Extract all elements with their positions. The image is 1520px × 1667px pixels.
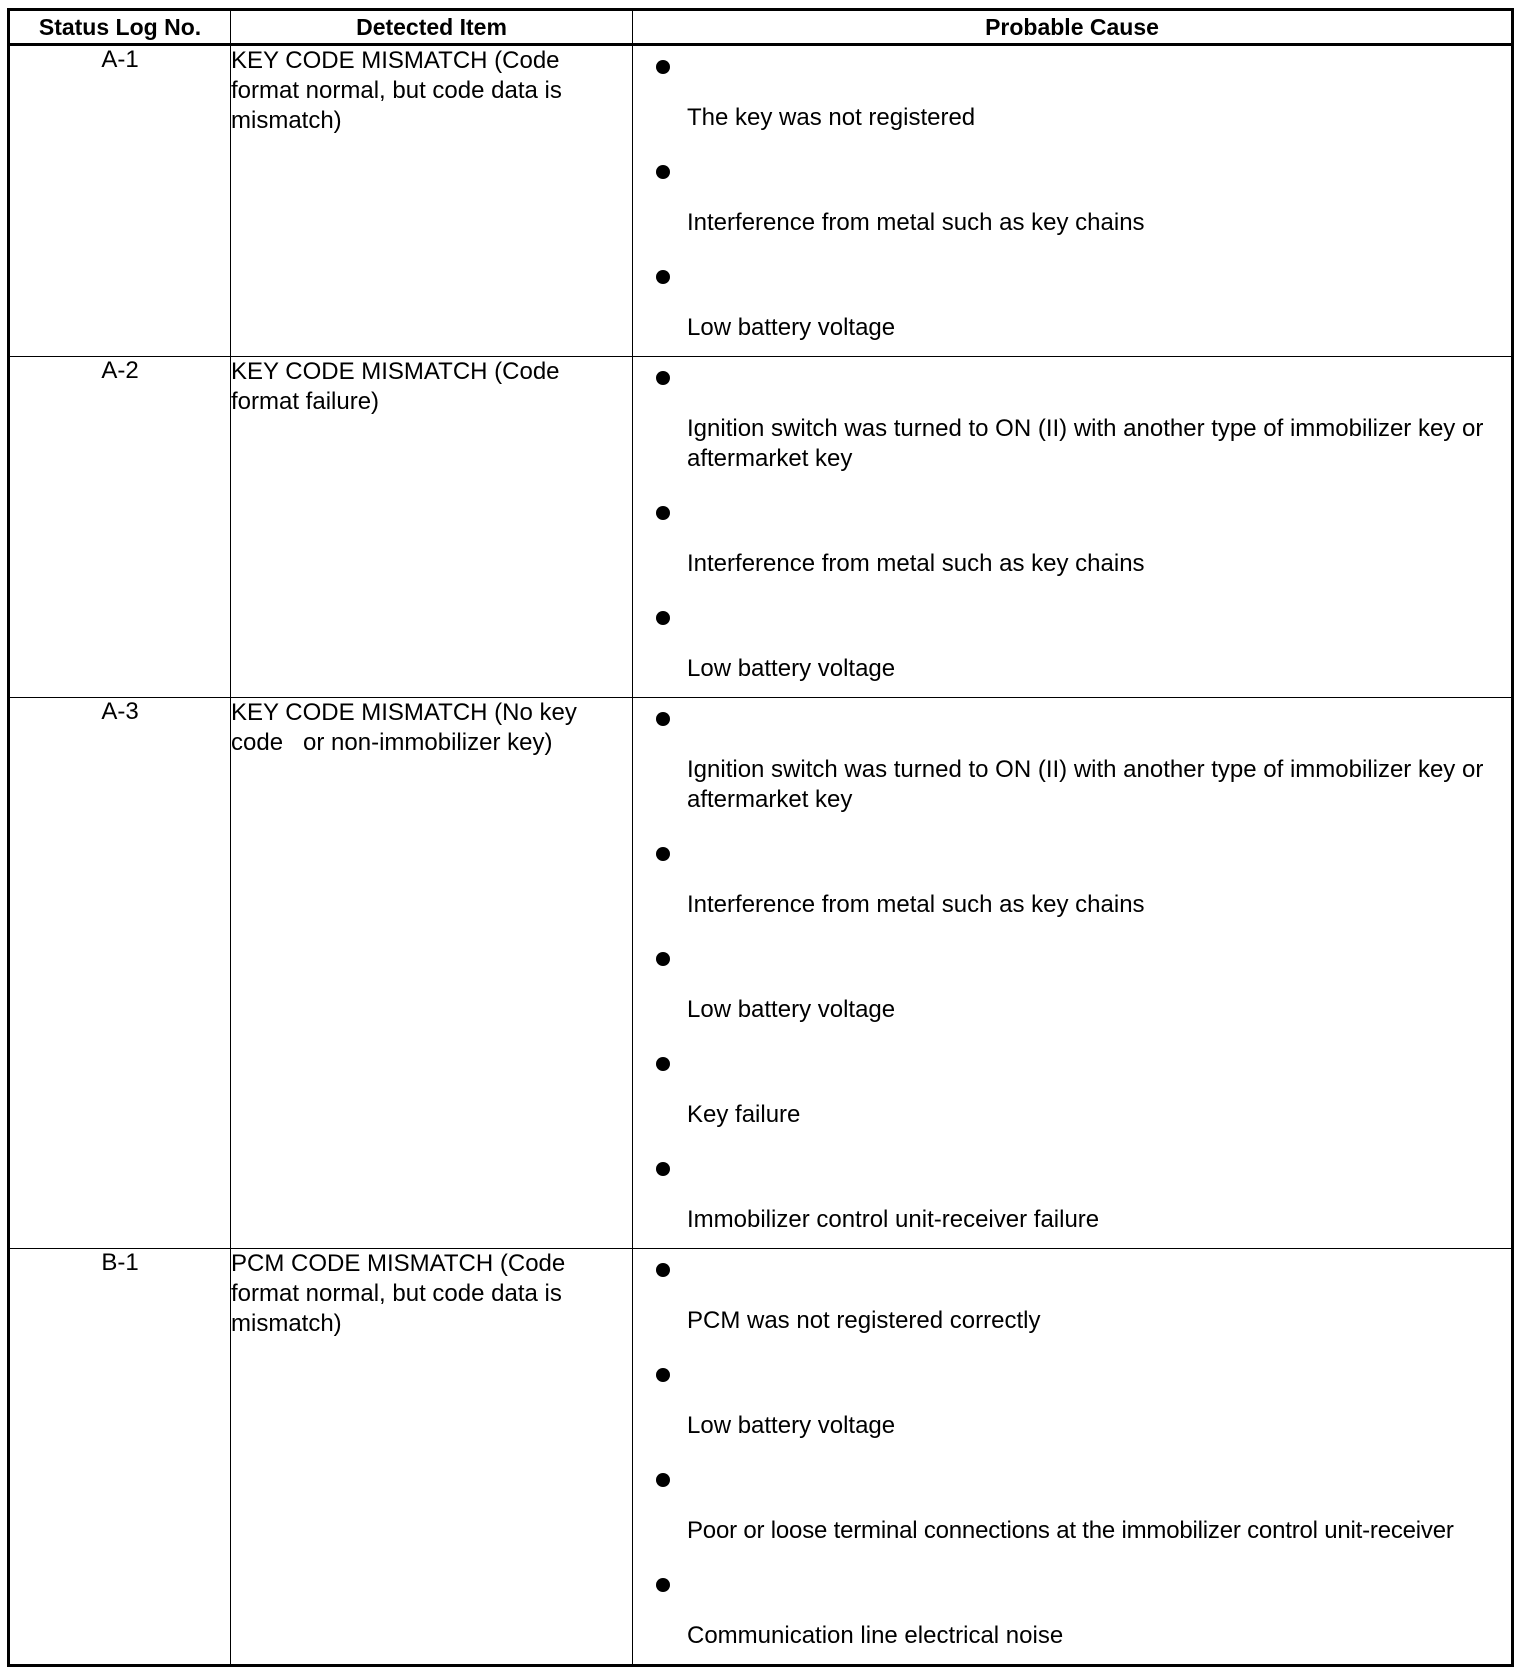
list-item — [633, 698, 1511, 833]
cause-text: Low battery voltage — [687, 1412, 896, 1439]
list-item — [633, 357, 1511, 492]
detected-item: KEY CODE MISMATCH (Code format normal, but code data is mismatch) — [231, 45, 633, 357]
cause-text: Low battery voltage — [687, 996, 896, 1023]
list-item — [633, 256, 1511, 356]
list-item — [633, 1043, 1511, 1148]
cause-list — [633, 1249, 1511, 1664]
cause-text: Immobilizer control unit-receiver failure — [687, 1206, 1100, 1233]
bullet-icon — [656, 847, 670, 861]
bullet-icon — [656, 60, 670, 74]
table-row — [9, 1249, 1513, 1666]
table-row — [9, 45, 1513, 357]
list-item — [633, 1564, 1511, 1664]
cause-text: Low battery voltage — [687, 655, 896, 682]
list-item — [633, 938, 1511, 1043]
cause-text: Key failure — [687, 1101, 801, 1128]
list-item — [633, 492, 1511, 597]
list-item — [633, 597, 1511, 697]
detected-item: KEY CODE MISMATCH (Code format failure) — [231, 357, 633, 698]
bullet-icon — [656, 1473, 670, 1487]
cause-text: The key was not registered — [687, 104, 976, 131]
bullet-icon — [656, 506, 670, 520]
cause-text: Low battery voltage — [687, 314, 896, 341]
list-item — [633, 151, 1511, 256]
list-item — [633, 833, 1511, 938]
list-item — [633, 1354, 1511, 1459]
detected-item: PCM CODE MISMATCH (Code format normal, but code data is mismatch) — [231, 1249, 633, 1666]
bullet-icon — [656, 1057, 670, 1071]
cause-list — [633, 46, 1511, 356]
header-probable-cause: Probable Cause — [633, 10, 1513, 45]
cause-text: Interference from metal such as key chains — [687, 891, 1145, 918]
bullet-icon — [656, 1263, 670, 1277]
status-log-no: B-1 — [9, 1249, 231, 1666]
status-log-table — [7, 8, 1514, 1667]
cause-text: PCM was not registered correctly — [687, 1307, 1041, 1334]
status-log-no: A-2 — [9, 357, 231, 698]
probable-cause-cell — [633, 698, 1513, 1249]
cause-text: Ignition switch was turned to ON (II) with another type of immobilizer key or aftermarket key — [687, 415, 1484, 472]
bullet-icon — [656, 712, 670, 726]
bullet-icon — [656, 371, 670, 385]
status-log-no: A-1 — [9, 45, 231, 357]
header-status-log-no: Status Log No. — [9, 10, 231, 45]
bullet-icon — [656, 1368, 670, 1382]
cause-text: Poor or loose terminal connections at the immobilizer control unit-receiver — [687, 1517, 1454, 1544]
header-row — [9, 10, 1513, 45]
probable-cause-cell — [633, 45, 1513, 357]
header-detected-item: Detected Item — [231, 10, 633, 45]
bullet-icon — [656, 165, 670, 179]
status-log-no: A-3 — [9, 698, 231, 1249]
detected-item: KEY CODE MISMATCH (No key code or non-immobilizer key) — [231, 698, 633, 1249]
table-row — [9, 357, 1513, 698]
probable-cause-cell — [633, 357, 1513, 698]
bullet-icon — [656, 270, 670, 284]
bullet-icon — [656, 1162, 670, 1176]
bullet-icon — [656, 1578, 670, 1592]
list-item — [633, 1249, 1511, 1354]
cause-text: Communication line electrical noise — [687, 1622, 1064, 1649]
bullet-icon — [656, 611, 670, 625]
cause-text: Ignition switch was turned to ON (II) with another type of immobilizer key or aftermarket key — [687, 756, 1484, 813]
list-item — [633, 1459, 1511, 1564]
cause-list — [633, 698, 1511, 1248]
probable-cause-cell — [633, 1249, 1513, 1666]
bullet-icon — [656, 952, 670, 966]
table-row — [9, 698, 1513, 1249]
cause-list — [633, 357, 1511, 697]
cause-text: Interference from metal such as key chains — [687, 550, 1145, 577]
cause-text: Interference from metal such as key chains — [687, 209, 1145, 236]
list-item — [633, 1148, 1511, 1248]
list-item — [633, 46, 1511, 151]
